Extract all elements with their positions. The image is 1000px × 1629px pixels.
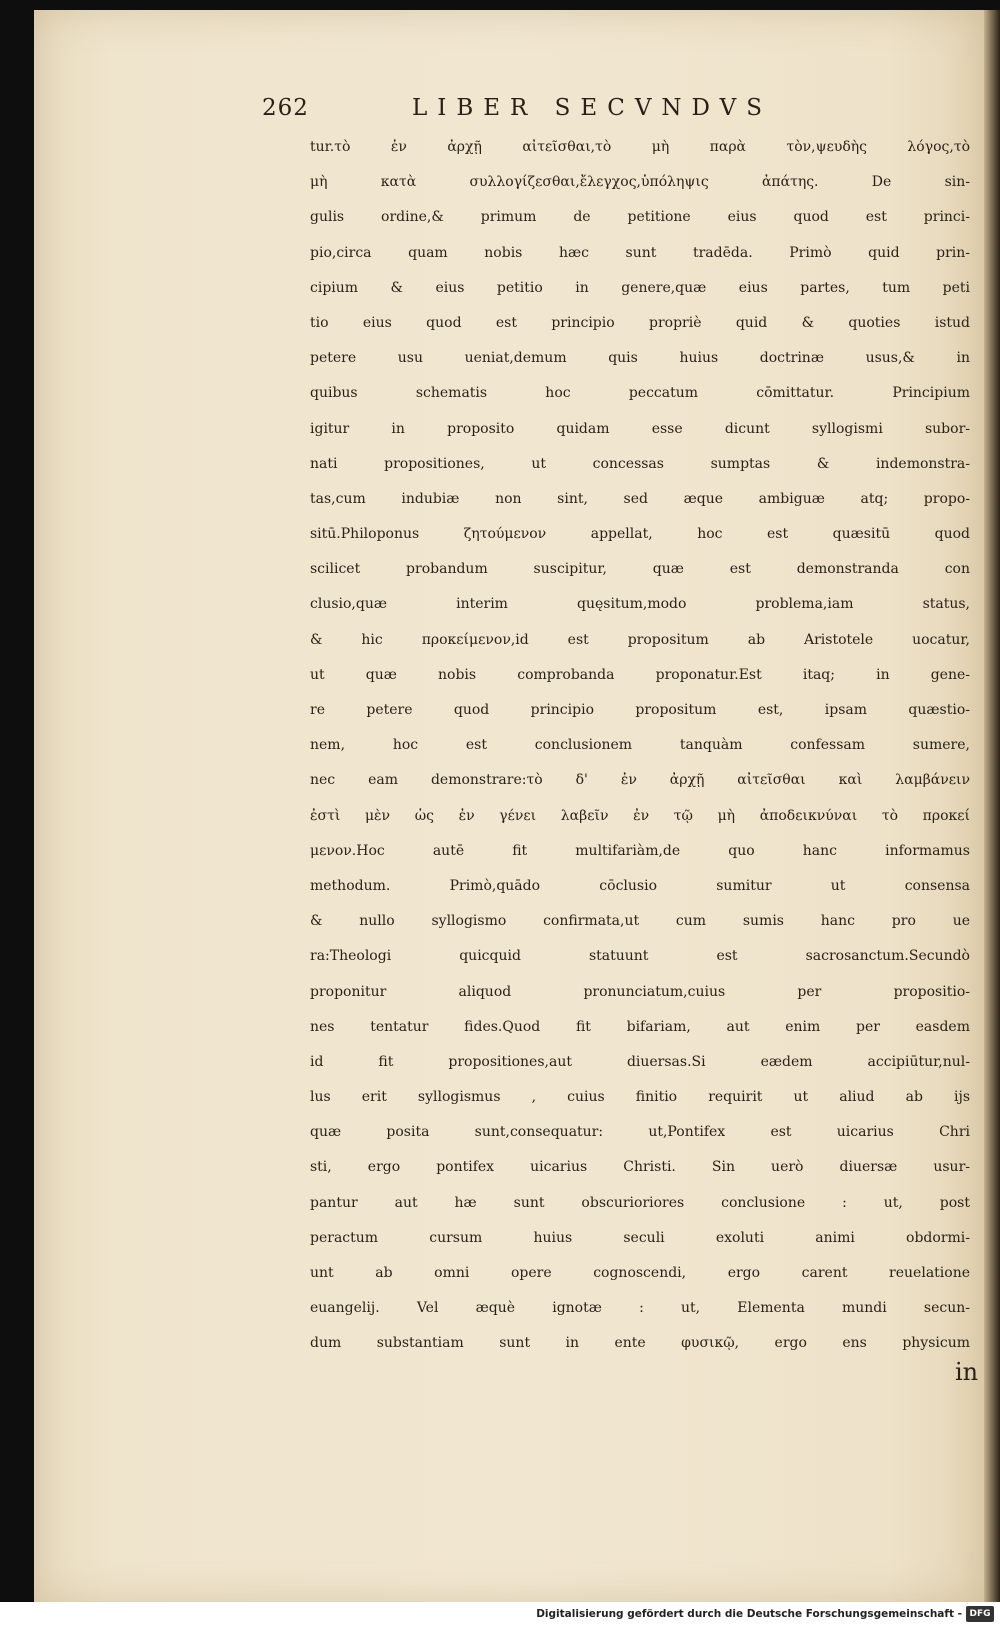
- dfg-logo: DFG: [966, 1606, 994, 1622]
- text-line: re petere quod principio propositum est, ipsam quæstio-: [310, 702, 970, 718]
- text-line: igitur in proposito quidam esse dicunt syllogismi subor-: [310, 420, 970, 437]
- text-line: ra:Theologi quicquid statuunt est sacrosanctum.Secundò: [310, 948, 970, 965]
- text-line: nem, hoc est conclusionem tanquàm confessam sumere,: [310, 737, 970, 754]
- text-line: id fit propositiones,aut diuersas.Si eædem accipiūtur,nul-: [310, 1053, 970, 1070]
- footer-credit: Digitalisierung gefördert durch die Deutsche Forschungsgemeinschaft -: [536, 1608, 962, 1620]
- running-title: LIBER SECVNDVS: [412, 95, 772, 121]
- text-line: nati propositiones, ut concessas sumptas & indemonstra-: [310, 455, 970, 472]
- text-line: tio eius quod est principio propriè quid & quoties istud: [310, 314, 970, 331]
- text-line: gulis ordine,& primum de petitione eius quod est princi-: [310, 209, 970, 226]
- text-line: tur.τὸ ἐν ἀρχῇ αἰτεῖσθαι,τὸ μὴ παρὰ τὸν,ψευδὴς λόγος,τὸ: [310, 139, 970, 155]
- page-number: 262: [262, 95, 309, 121]
- text-line: sitū.Philoponus ζητούμενον appellat, hoc est quæsitū quod: [310, 526, 970, 543]
- text-line: nec eam demonstrare:τὸ δ' ἐν ἀρχῇ αἰτεῖσθαι καὶ λαμβάνειν: [310, 772, 970, 789]
- text-line: scilicet probandum suscipitur, quæ est demonstranda con: [310, 561, 970, 578]
- text-line: quæ posita sunt,consequatur: ut,Pontifex est uicarius Chri: [310, 1124, 970, 1141]
- text-line: ut quæ nobis comprobanda proponatur.Est itaq; in gene-: [310, 666, 970, 683]
- text-line: proponitur aliquod pronunciatum,cuius per propositio-: [310, 983, 970, 1000]
- text-line: dum substantiam sunt in ente φυσικῷ, ergo ens physicum: [310, 1335, 970, 1352]
- text-line: tas,cum indubiæ non sint, sed æque ambiguæ atq; propo-: [310, 490, 970, 507]
- text-line: clusio,quæ interim quęsitum,modo problema,iam status,: [310, 596, 970, 613]
- text-line: pantur aut hæ sunt obscurioriores conclusione : ut, post: [310, 1194, 970, 1211]
- text-line: methodum. Primò,quādo cōclusio sumitur ut consensa: [310, 877, 970, 894]
- text-line: pio,circa quam nobis hæc sunt tradēda. Primò quid prin-: [310, 244, 970, 261]
- text-line: & hic προκείμενον,id est propositum ab Aristotele uocatur,: [310, 631, 970, 648]
- text-line: μενον.Hoc autē fit multifariàm,de quo hanc informamus: [310, 842, 970, 859]
- text-line: μὴ κατὰ συλλογίζεσθαι,ἔλεγχος,ὑπόληψις ἀπάτης. De sin-: [310, 174, 970, 191]
- page-edge: [984, 10, 1000, 1602]
- text-line: unt ab omni opere cognoscendi, ergo carent reuelatione: [310, 1265, 970, 1281]
- text-line: quibus schematis hoc peccatum cōmittatur. Principium: [310, 385, 970, 402]
- text-line: peractum cursum huius seculi exoluti animi obdormi-: [310, 1229, 970, 1246]
- catchword: in: [955, 1358, 979, 1386]
- running-head: [262, 95, 862, 125]
- text-line: sti, ergo pontifex uicarius Christi. Sin uerò diuersæ usur-: [310, 1159, 970, 1176]
- text-line: ἐστὶ μὲν ὡς ἐν γένει λαβεῖν ἐν τῷ μὴ ἀποδεικνύναι τὸ προκεί: [310, 807, 970, 824]
- text-line: nes tentatur fides.Quod fit bifariam, aut enim per easdem: [310, 1018, 970, 1035]
- text-line: cipium & eius petitio in genere,quæ eius partes, tum peti: [310, 279, 970, 296]
- text-line: petere usu ueniat,demum quis huius doctrinæ usus,& in: [310, 350, 970, 367]
- text-line: & nullo syllogismo confirmata,ut cum sumis hanc pro ue: [310, 913, 970, 930]
- text-line: lus erit syllogismus , cuius finitio requirit ut aliud ab ijs: [310, 1089, 970, 1106]
- body-text: [310, 130, 970, 1362]
- text-line: euangelij. Vel æquè ignotæ : ut, Elementa mundi secun-: [310, 1300, 970, 1317]
